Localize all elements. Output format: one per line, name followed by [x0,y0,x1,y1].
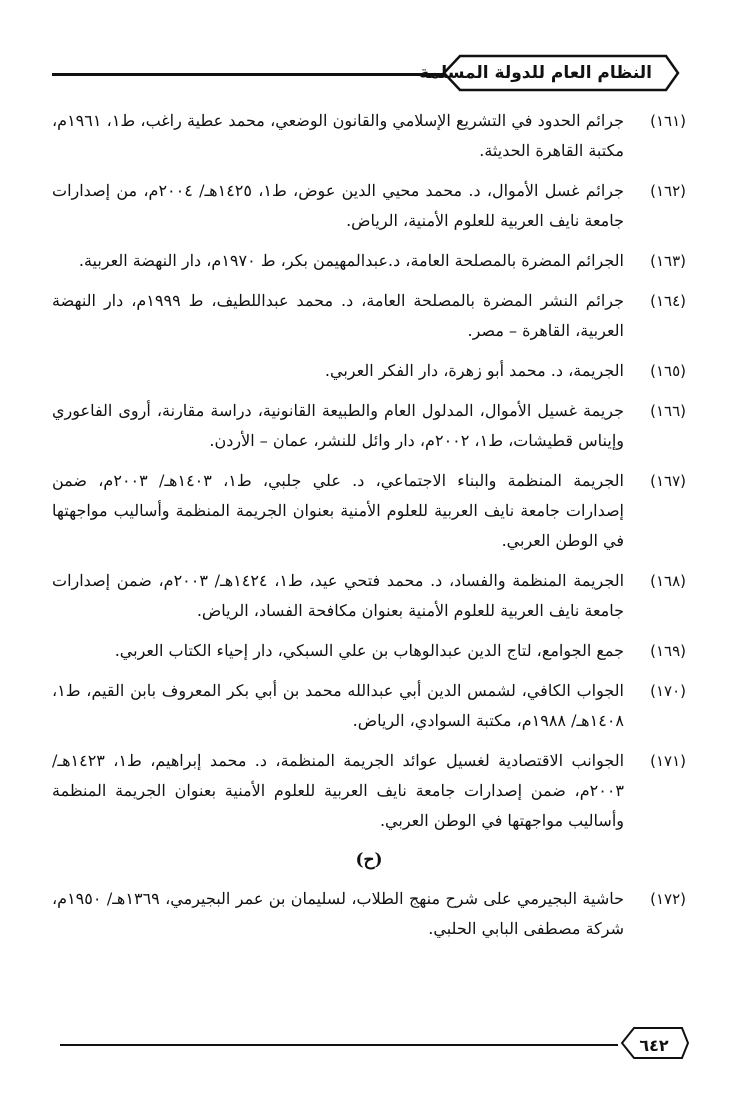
entry-text: الجواب الكافي، لشمس الدين أبي عبدالله محمد بن أبي بكر المعروف بابن القيم، ط١، ١٤٠٨هـ/ ١٩٨٨م، مكتبة السوادي، الرياض. [52,681,625,730]
header-title: النظام العام للدولة المسلمة [419,63,652,83]
entry-text: الجريمة، د. محمد أبو زهرة، دار الفكر العربي. [324,361,624,380]
bibliography-entry [52,246,686,276]
bibliography-entry [52,356,686,386]
entry-text: جرائم غسل الأموال، د. محمد محيي الدين عوض، ط١، ١٤٢٥هـ/ ٢٠٠٤م، من إصدارات جامعة نايف العربية للعلوم الأمنية، الرياض. [52,181,625,230]
entry-text: جرائم النشر المضرة بالمصلحة العامة، د. محمد عبداللطيف، ط ١٩٩٩م، دار النهضة العربية، القاهرة – مصر. [52,291,625,340]
bibliography-entry [52,106,686,166]
bibliography-entry [52,566,686,626]
entry-number: (١٦٢) [650,182,686,200]
entry-text: حاشية البجيرمي على شرح منهج الطلاب، لسليمان بن عمر البجيرمي، ١٣٦٩هـ/ ١٩٥٠م، شركة مصطفى البابي الحلبي. [52,889,624,938]
section-letter: (ح) [355,850,383,870]
entry-number: (١٦٨) [650,572,686,590]
page-number: ٦٤٢ [639,1036,669,1055]
entry-text: الجريمة المنظمة والفساد، د. محمد فتحي عيد، ط١، ١٤٢٤هـ/ ٢٠٠٣م، ضمن إصدارات جامعة نايف العربية للعلوم الأمنية بعنوان مكافحة الفساد، الرياض. [52,571,625,620]
entry-text: جرائم الحدود في التشريع الإسلامي والقانون الوضعي، محمد عطية راغب، ط١، ١٩٦١م، مكتبة القاهرة الحديثة. [52,111,624,160]
header-rule [52,73,480,76]
entry-number: (١٦٦) [650,402,686,420]
bibliography-entry [52,636,686,666]
bibliography-entry [52,746,686,836]
bibliography-entry [52,884,686,944]
entry-text: جمع الجوامع، لتاج الدين عبدالوهاب بن علي السبكي، دار إحياء الكتاب العربي. [114,641,624,660]
entry-number: (١٧٠) [650,682,686,700]
entry-number: (١٧١) [650,752,686,770]
footer-rule [60,1044,618,1046]
entry-text: جريمة غسيل الأموال، المدلول العام والطبيعة القانونية، دراسة مقارنة، أروى الفاعوري وإيناس قطيشات، ط١، ٢٠٠٢م، دار وائل للنشر، عمان – الأردن. [52,401,624,450]
bibliography-entry [52,676,686,736]
entry-number: (١٦٧) [650,472,686,490]
entry-text: الجرائم المضرة بالمصلحة العامة، د.عبدالمهيمن بكر، ط ١٩٧٠م، دار النهضة العربية. [78,251,624,270]
bibliography-entry [52,466,686,556]
bibliography-entry [52,396,686,456]
entry-number: (١٦١) [650,112,686,130]
entry-number: (١٧٢) [650,890,686,908]
entry-number: (١٦٥) [650,362,686,380]
bibliography-list [52,106,686,954]
header-title-frame [419,54,680,92]
entry-number: (١٦٣) [650,252,686,270]
entry-number: (١٦٩) [650,642,686,660]
page-footer [60,1022,690,1062]
entry-text: الجريمة المنظمة والبناء الاجتماعي، د. علي جلبي، ط١، ١٤٠٣هـ/ ٢٠٠٣م، ضمن إصدارات جامعة نايف العربية للعلوم الأمنية بعنوان الجريمة المنظمة وأساليب مواجهتها في الوطن العربي. [52,471,624,550]
running-header [52,52,680,96]
entries-before-section [52,106,686,836]
entry-text: الجوانب الاقتصادية لغسيل عوائد الجريمة المنظمة، د. محمد إبراهيم، ط١، ١٤٢٣هـ/ ٢٠٠٣م، ضمن إصدارات جامعة نايف العربية للعلوم الأمنية بعنوان الجريمة المنظمة وأساليب مواجهتها في الوطن العربي. [52,751,625,830]
entry-number: (١٦٤) [650,292,686,310]
bibliography-entry [52,286,686,346]
bibliography-entry [52,176,686,236]
entries-after-section [52,884,686,944]
page-number-frame [620,1026,690,1060]
